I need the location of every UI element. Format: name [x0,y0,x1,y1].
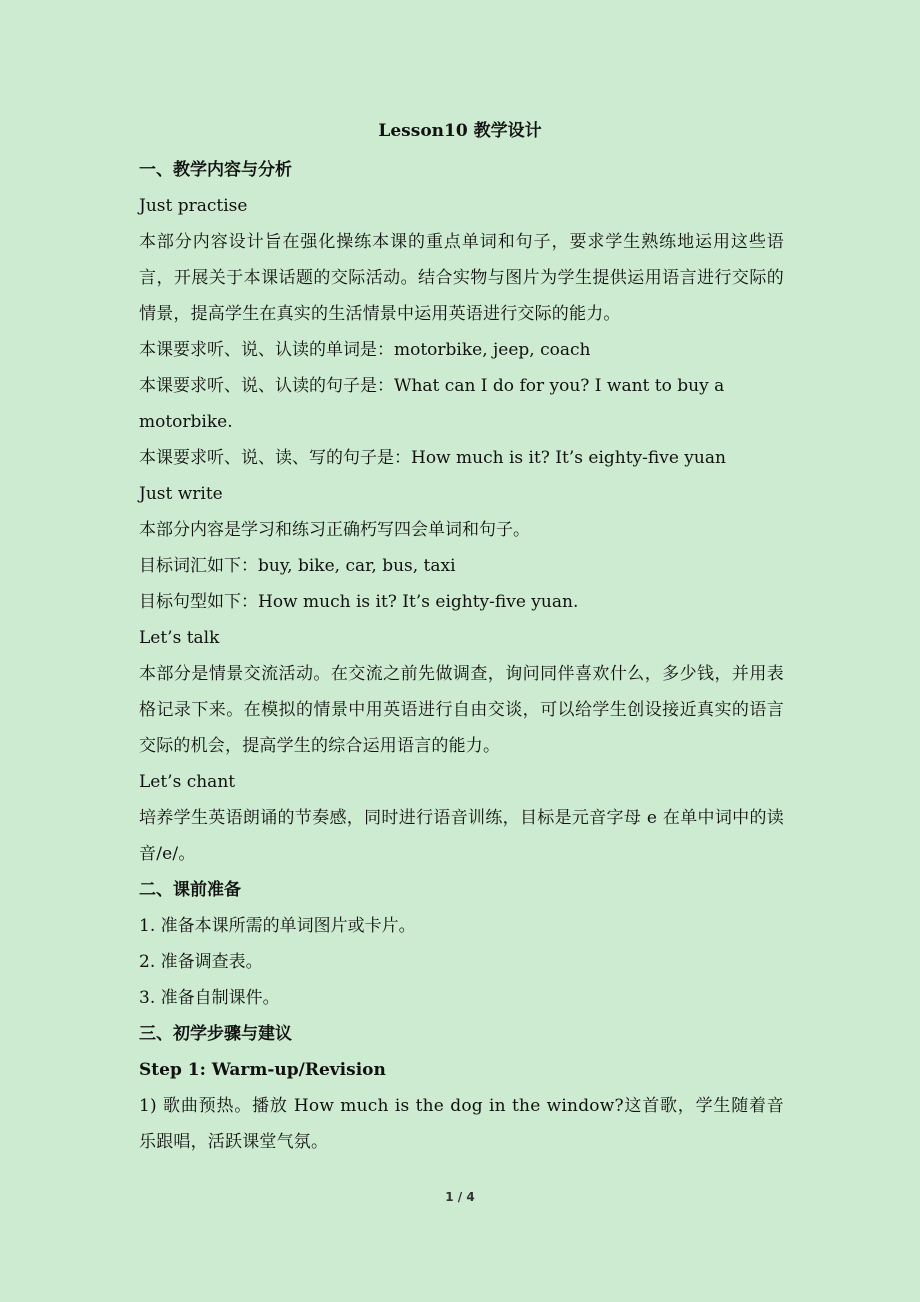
prep-item: 3. 准备自制课件。 [139,988,280,1008]
write-sentences-requirement: 本课要求听、说、读、写的句子是：How much is it? It’s eighty-five yuan [139,448,726,468]
lets-talk-paragraph: 本部分是情景交流活动。在交流之前先做调查，询问同伴喜欢什么，多少钱，并用表格记录下来。在模拟的情景中用英语进行自由交谈，可以给学生创设接近真实的语言交际的机会，提高学生的综合运用语言的能力。 [139,664,784,756]
words-requirement: 本课要求听、说、认读的单词是：motorbike, jeep, coach [139,340,591,360]
section-3-heading: 三、初学步骤与建议 [139,1024,292,1044]
target-words: 目标词汇如下：buy, bike, car, bus, taxi [139,556,456,576]
page-number: 1 / 4 [445,1190,475,1204]
sentences-requirement-line-2: motorbike. [139,412,233,432]
target-sentences: 目标句型如下：How much is it? It’s eighty-five yuan. [139,592,579,612]
just-write-paragraph: 本部分内容是学习和练习正确朽写四会单词和句子。 [139,520,530,540]
section-2-heading: 二、课前准备 [139,880,241,900]
prep-item: 2. 准备调查表。 [139,952,263,972]
lets-talk-label: Let’s talk [139,628,220,648]
page-title: Lesson10 教学设计 [378,121,542,141]
prep-item: 1. 准备本课所需的单词图片或卡片。 [139,916,416,936]
step-1-paragraph: 1) 歌曲预热。播放 How much is the dog in the window?这首歌，学生随着音乐跟唱，活跃课堂气氛。 [139,1096,784,1152]
section-1-heading: 一、教学内容与分析 [139,160,292,180]
document-body [139,152,784,1160]
just-practise-label: Just practise [139,196,248,216]
just-write-label: Just write [139,484,223,504]
lets-chant-paragraph: 培养学生英语朗诵的节奏感，同时进行语音训练，目标是元音字母 e 在单中词中的读音/e/。 [139,808,784,864]
just-practise-paragraph: 本部分内容设计旨在强化操练本课的重点单词和句子，要求学生熟练地运用这些语言，开展关于本课话题的交际活动。结合实物与图片为学生提供运用语言进行交际的情景，提高学生在真实的生活情景中运用英语进行交际的能力。 [139,232,784,324]
lets-chant-label: Let’s chant [139,772,236,792]
sentences-requirement-line-1: 本课要求听、说、认读的句子是：What can I do for you? I want to buy a [139,376,725,396]
step-1-heading: Step 1: Warm-up/Revision [139,1060,386,1080]
